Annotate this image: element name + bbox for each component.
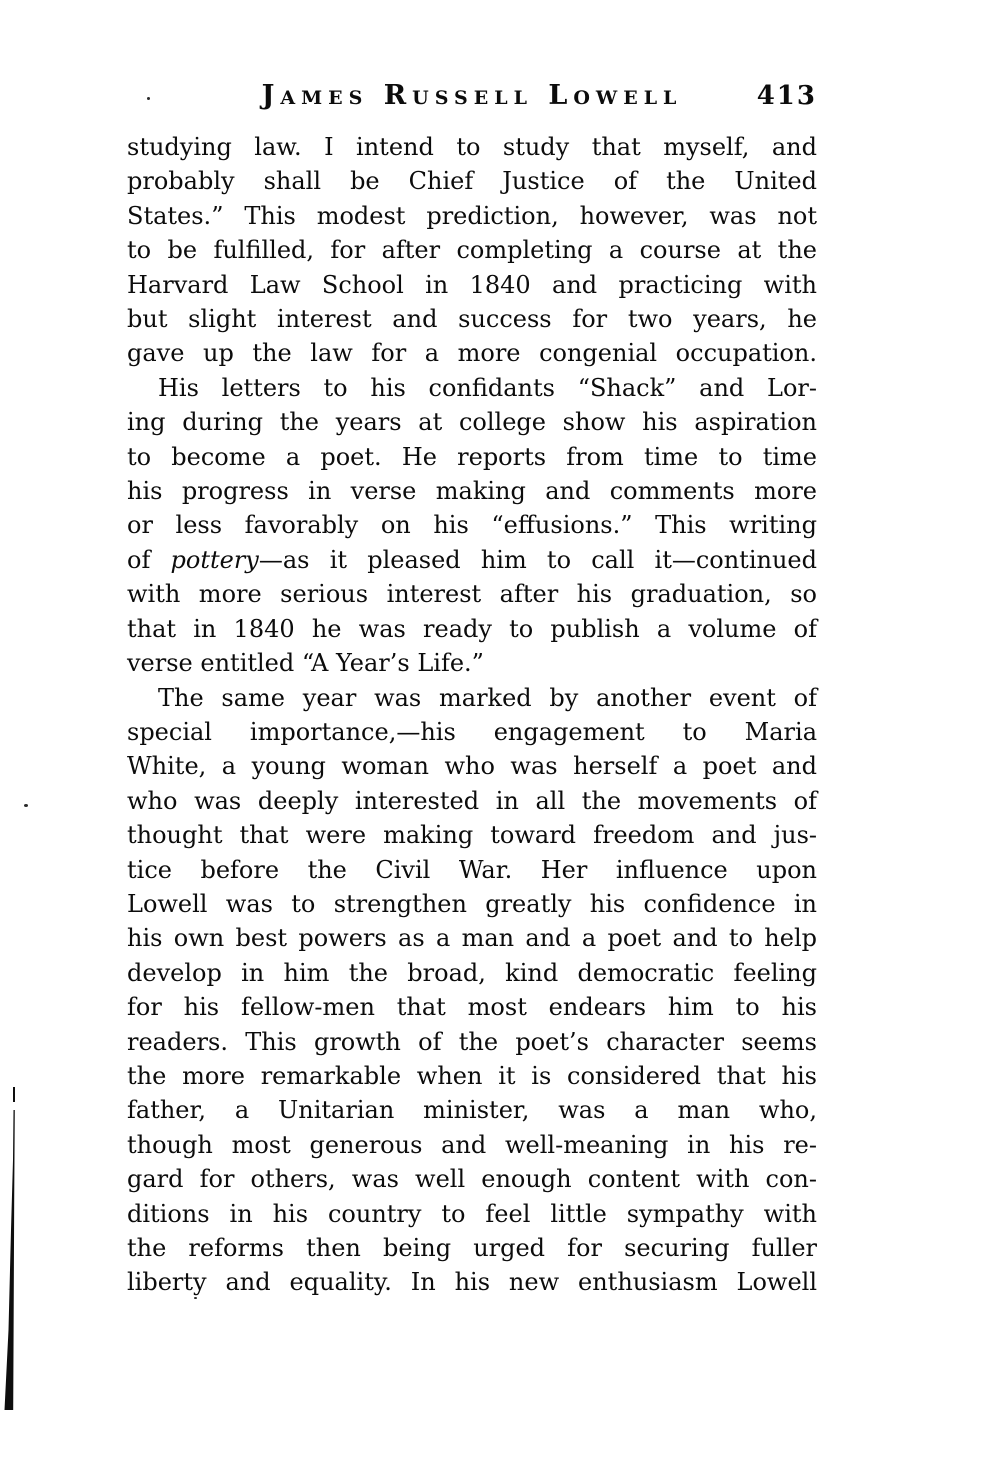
- text-segment: White, a young woman who was herself a poet and: [127, 752, 817, 781]
- text-line: [127, 474, 817, 508]
- text-segment: but slight interest and success for two years, he: [127, 305, 817, 334]
- text-segment: His letters to his confidants “Shack” and Lor-: [158, 373, 817, 402]
- text-segment: his own best powers as a man and a poet and to help: [127, 924, 817, 953]
- text-segment: his progress in verse making and comments more: [127, 477, 817, 506]
- text-line: [127, 921, 817, 955]
- binding-shadow-artifact: [0, 1080, 24, 1420]
- page-number: 413: [756, 81, 817, 111]
- text-line: [127, 784, 817, 818]
- text-segment: —as it pleased him to call it—continued: [258, 545, 817, 574]
- text-segment: The same year was marked by another event of: [158, 683, 817, 712]
- text-line: [127, 199, 817, 233]
- text-segment: Lowell was to strengthen greatly his confidence in: [127, 889, 817, 918]
- text-line: [127, 577, 817, 611]
- ink-speck-artifact: [147, 97, 150, 100]
- page-header: [127, 82, 817, 112]
- text-line: [127, 1231, 817, 1265]
- text-line: [127, 818, 817, 852]
- text-segment: special importance,—his engagement to Maria: [127, 717, 817, 746]
- text-segment: though most generous and well-meaning in his re-: [127, 1130, 817, 1159]
- text-segment: gave up the law for a more congenial occupation.: [127, 339, 817, 368]
- text-line: [127, 508, 817, 542]
- text-segment: or less favorably on his “effusions.” This writing: [127, 511, 817, 540]
- italic-text: pottery: [170, 545, 259, 574]
- text-line: [127, 1162, 817, 1196]
- ink-speck-artifact: [24, 804, 28, 807]
- ink-speck-artifact: [194, 1297, 197, 1299]
- text-line: [127, 853, 817, 887]
- text-segment: ing during the years at college show his aspiration: [127, 408, 817, 437]
- text-segment: with more serious interest after his graduation, so: [127, 580, 817, 609]
- text-segment: for his fellow-men that most endears him to his: [127, 993, 817, 1022]
- text-segment: to be fulfilled, for after completing a course at the: [127, 236, 817, 265]
- text-line: [127, 681, 817, 715]
- text-line: [127, 371, 817, 405]
- text-line: [127, 440, 817, 474]
- text-segment: that in 1840 he was ready to publish a volume of: [127, 614, 817, 643]
- text-line: [127, 268, 817, 302]
- text-line: [127, 336, 817, 370]
- text-segment: States.” This modest prediction, however, was not: [127, 201, 817, 230]
- text-segment: readers. This growth of the poet’s character seems: [127, 1027, 817, 1056]
- text-line: [127, 749, 817, 783]
- text-line: [127, 1025, 817, 1059]
- text-line: [127, 130, 817, 164]
- text-segment: father, a Unitarian minister, was a man who,: [127, 1096, 817, 1125]
- text-line: [127, 1197, 817, 1231]
- text-line: [127, 715, 817, 749]
- text-segment: ditions in his country to feel little sympathy with: [127, 1199, 817, 1228]
- text-segment: verse entitled “A Year’s Life.”: [127, 649, 484, 678]
- running-title: James Russell Lowell: [261, 80, 683, 111]
- text-line: [127, 956, 817, 990]
- text-segment: gard for others, was well enough content with con-: [127, 1165, 817, 1194]
- text-segment: who was deeply interested in all the movements of: [127, 786, 817, 815]
- text-line: [127, 1093, 817, 1127]
- text-line: [127, 990, 817, 1024]
- text-line: [127, 646, 817, 680]
- text-segment: to become a poet. He reports from time to time: [127, 442, 817, 471]
- text-segment: develop in him the broad, kind democratic feeling: [127, 958, 817, 987]
- text-segment: tice before the Civil War. Her influence upon: [127, 855, 817, 884]
- text-segment: of: [127, 545, 171, 574]
- text-line: [127, 1265, 817, 1299]
- text-line: [127, 543, 817, 577]
- text-segment: probably shall be Chief Justice of the United: [127, 167, 817, 196]
- text-segment: thought that were making toward freedom and jus-: [127, 821, 817, 850]
- text-segment: liberty and equality. In his new enthusiasm Lowell: [127, 1268, 817, 1297]
- text-line: [127, 405, 817, 439]
- text-segment: studying law. I intend to study that myself, and: [127, 133, 817, 161]
- text-line: [127, 302, 817, 336]
- text-segment: the reforms then being urged for securing fuller: [127, 1234, 817, 1262]
- text-line: [127, 612, 817, 646]
- text-line: [127, 887, 817, 921]
- text-line: [127, 1059, 817, 1093]
- text-line: [127, 233, 817, 267]
- text-segment: Harvard Law School in 1840 and practicing with: [127, 270, 817, 299]
- text-line: [127, 1128, 817, 1162]
- text-segment: the more remarkable when it is considered that his: [127, 1061, 817, 1090]
- body-text: [127, 130, 817, 1300]
- text-line: [127, 164, 817, 198]
